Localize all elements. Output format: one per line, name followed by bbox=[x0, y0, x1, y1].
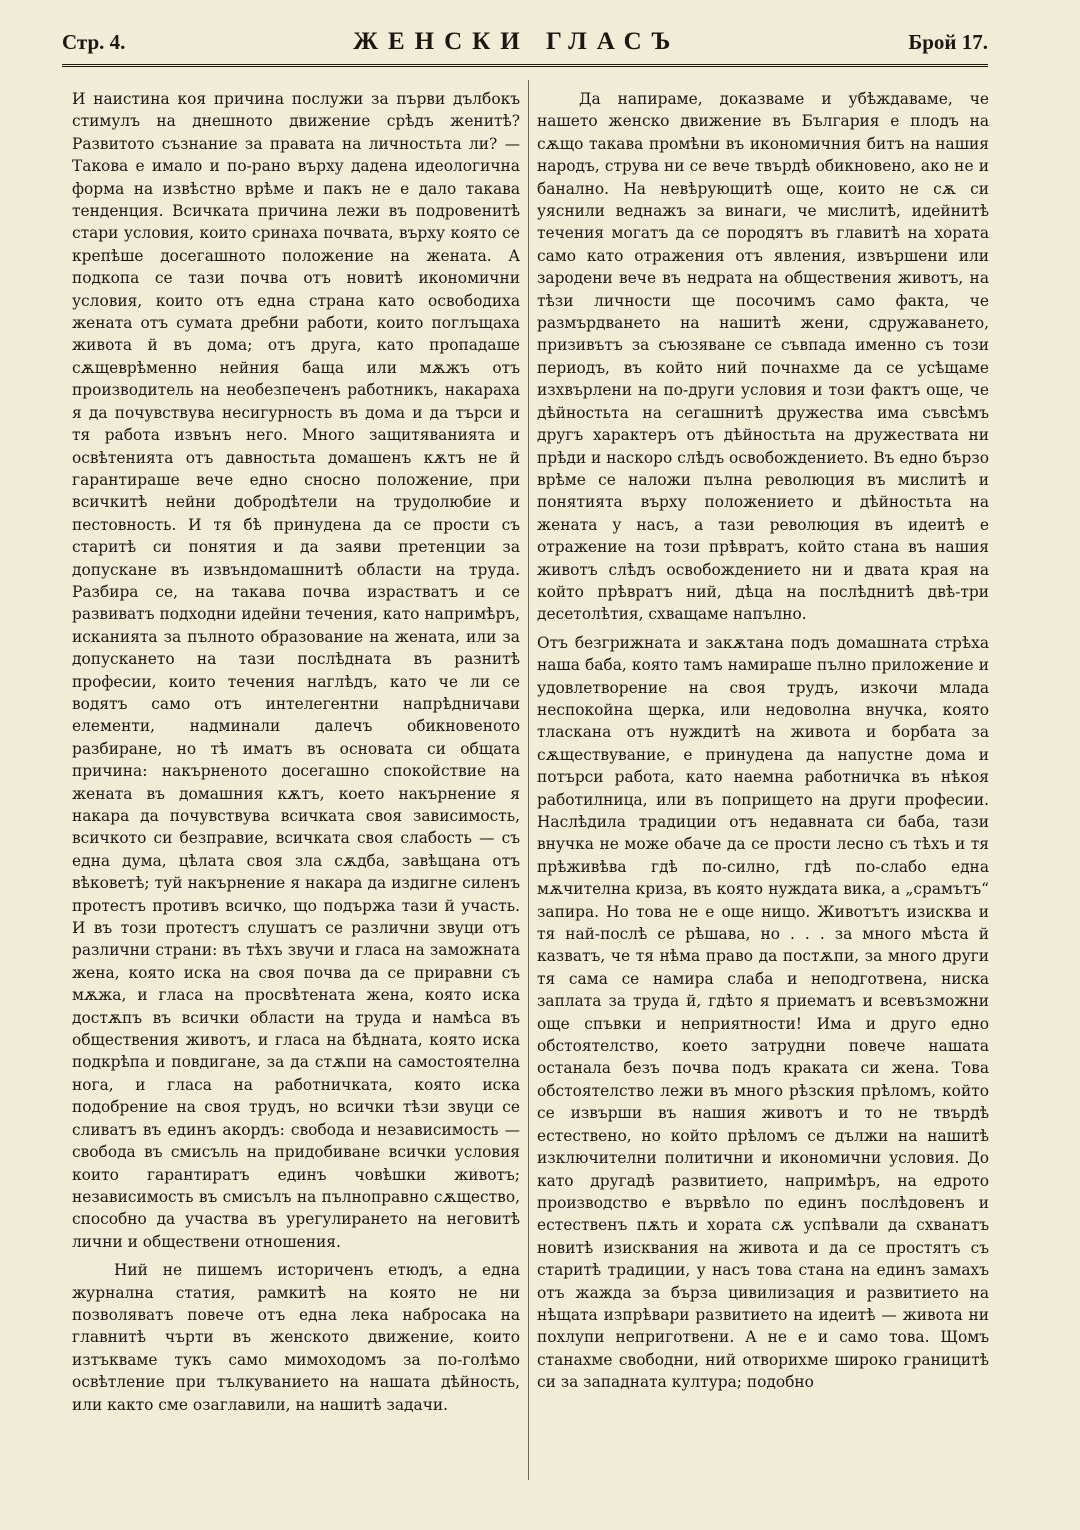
right-paragraph-2: Отъ безгрижната и закѫтана подъ домашната стрѣха наша баба, която тамъ намираше пълно приложение и удовлетворение на своя трудъ, изкочи млада неспокойна щерка, или недоволна внучка, която тласкана отъ нуждитѣ на живота и борбата за сѫществувание, е принудена да напустне дома и потърси работа, като наемна работничка въ нѣкоя работилница, или въ попрището на други професии. Наслѣдила традиции отъ недавната си баба, тази внучка не може обаче да се прости лесно съ тѣхъ и тя прѣживѣва гдѣ по-силно, гдѣ по-слабо една мѫчителна криза, въ която нуждата вика, а „срамътъ“ запира. Но това не е още нищо. Животътъ изисква и тя най-послѣ се рѣшава, но . . . за много мѣста й казватъ, че тя нѣма право да постѫпи, за много други тя сама се намира слаба и неподготвена, ниска заплата за труда й, гдѣто я приематъ и всевъзможни още спъвки и неприятности! Има и друго едно обстоятелство, което затрудни повече нашата останала безъ почва подъ краката си жена. Това обстоятелство лежи въ много рѣзския прѣломъ, който се извърши въ нашия животъ и то не твърдѣ естествено, но който прѣломъ се дължи на нашитѣ изключителни политични и икономични условия. До като другадѣ развитието, напримѣръ, на едрото производство е вървѣло по единъ послѣдовенъ и естественъ пѫть и хората сѫ успѣвали да схванатъ новитѣ изисквания на живота и да се простятъ съ старитѣ традиции, у насъ това стана на единъ замахъ отъ жажда за бърза цивилизация и развитието на нѣщата изпрѣвари развитието на идеитѣ — живота ни похлупи неприготвени. А не е и само това. Щомъ станахме свободни, ний отворихме широко границитѣ си за западната култура; подобно bbox=[537, 633, 989, 1392]
left-column bbox=[72, 88, 520, 1513]
column-divider bbox=[528, 80, 529, 1480]
left-paragraph-1: И наистина коя причина послужи за първи дълбокъ стимулъ на днешното движение срѣдъ женитѣ? Развитото съзнание за правата на личностьта ли? — Такова е имало и по-рано върху дадена идеологична форма на извѣстно врѣме и пакъ не е дало такава тенденция. Всичката причина лежи въ подровенитѣ стари условия, които сринаха почвата, върху която се крепѣше досегашното положение на жената. А подкопа се тази почва отъ новитѣ икономични условия, които отъ една страна като освободиха жената отъ сумата дребни работи, които поглъщаха живота й въ дома; отъ друга, като пропадаше сѫщеврѣменно нейния баща или мѫжъ отъ производитель на необезпеченъ работникъ, накараха я да почувствува несигурность въ дома и да търси и тя работа извънъ него. Много защитяванията и освѣтенията отъ давностьта домашенъ кѫтъ не й гарантираше вече едно сносно положение, при всичкитѣ нейни добродѣтели на трудолюбие и пестовность. И тя бѣ принудена да се прости съ старитѣ си понятия и да заяви претенции за допускане въ извъндомашнитѣ области на труда. Разбира се, на такава почва израстватъ и се развиватъ подходни идейни течения, като напримѣръ, исканията за пълното образование на жената, или за допускането на тази послѣдната въ разнитѣ професии, които течения наглѣдъ, като че ли се водятъ само отъ интелегентни напрѣдничави елементи, надминали далечъ обикновеното разбиране, но тѣ иматъ въ основата си общата причина: накърненото досегашно спокойствие на жената въ домашния кѫтъ, което накърнение я накара да почувствува всичката своя зависимость, всичкото си безправие, всичката своя слабость — съ една дума, цѣлата своя зла сѫдба, завѣщана отъ вѣковетѣ; туй накърнение я накара да издигне силенъ протестъ противъ всичко, що подържа тази й участь. И въ този протестъ слушатъ се различни звуци отъ различни страни: въ тѣхъ звучи и гласа на заможната жена, която иска на своя почва да се приравни съ мѫжа, и гласа на просвѣтената жена, която иска достѫпъ въ всички области на труда и намѣса въ обществения животъ, и гласа на бѣдната, която иска подкрѣпа и повдигане, за да стѫпи на самостоятелна нога, и гласа на работничката, която иска подобрение на своя трудъ, но всички тѣзи звуци се сливатъ въ единъ акордъ: свобода и независимость — свобода въ смисъль на придобиване всички условия които гарантиратъ единъ човѣшки животъ; независимость въ смисълъ на пълноправно сѫщество, способно да участва въ урегулирането на неговитѣ лични и обществени отношения. bbox=[72, 90, 520, 1251]
left-paragraph-2: Ний не пишемъ историченъ етюдъ, а една журнална статия, рамкитѣ на която не ни позволяватъ повече отъ една лека набросака на главнитѣ чърти въ женското движение, които изтъкваме тукъ само мимоходомъ за по-голѣмо освѣтление при тълкуванието на нашата дѣйность, или както сме озаглавили, на нашитѣ задачи. bbox=[72, 1261, 520, 1414]
page-number: Стр. 4. bbox=[62, 29, 126, 54]
right-paragraph-1: Да напираме, доказваме и убѣждаваме, че нашето женско движение въ България е плодъ на сѫщо такава промѣни въ икономичния битъ на нашия народъ, струва ни се вече твърдѣ обикновено, ако не и банално. На невѣрующитѣ още, които не сѫ си уяснили веднажъ за винаги, че мислитѣ, идейнитѣ течения могатъ да се породятъ въ главитѣ на хората само като отражения отъ явления, извършени или зародени вече въ недрата на обществения животъ, на тѣзи личности ще посочимъ само факта, че размърдването на нашитѣ жени, сдружаването, призивътъ за съюзяване се съвпада именно съ този периодъ, въ който ний почнахме да се усѣщаме изхвърлени на по-други условия и този фактъ още, че дѣйностьта на сегашнитѣ дружества има съвсѣмъ другъ характеръ отъ дѣйностьта на дружествата ни прѣди и наскоро слѣдъ освобождението. Въ едно бързо врѣме се наложи пълна революция въ мислитѣ и понятията върху положението и дѣйностьта на жената у насъ, а тази революция въ идеитѣ е отражение на този прѣвратъ, който стана въ нашия животъ слѣдъ освобождението ни и двата края на който прѣвратъ ний, дѣца на послѣднитѣ двѣ-три десетолѣтия, схващаме напълно. bbox=[537, 90, 989, 624]
page-header bbox=[62, 20, 988, 67]
right-column bbox=[537, 88, 989, 1513]
issue-number: Брой 17. bbox=[908, 29, 988, 54]
newspaper-title: ЖЕНСКИ ГЛАСЪ bbox=[353, 28, 681, 55]
